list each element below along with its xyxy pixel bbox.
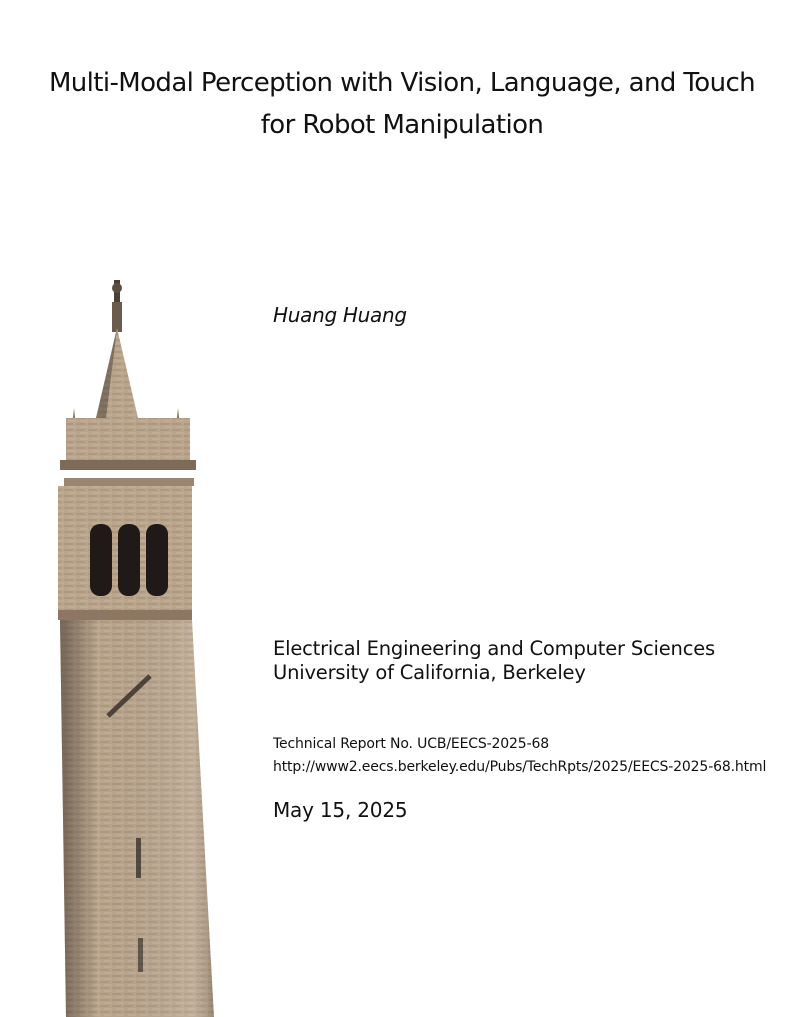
sather-tower-illustration	[40, 278, 230, 1017]
report-url[interactable]: http://www2.eecs.berkeley.edu/Pubs/TechRpts/2025/EECS-2025-68.html	[273, 759, 767, 775]
report-date: May 15, 2025	[273, 798, 408, 822]
report-info	[273, 733, 766, 779]
department-line-2: University of California, Berkeley	[273, 661, 586, 684]
author-name: Huang Huang	[273, 303, 407, 327]
report-number: Technical Report No. UCB/EECS-2025-68	[273, 736, 549, 752]
title-line-2: for Robot Manipulation	[260, 110, 544, 140]
department	[273, 637, 715, 685]
title-line-1: Multi-Modal Perception with Vision, Language, and Touch	[48, 68, 756, 98]
report-title	[0, 62, 804, 146]
department-line-1: Electrical Engineering and Computer Sciences	[273, 637, 715, 660]
